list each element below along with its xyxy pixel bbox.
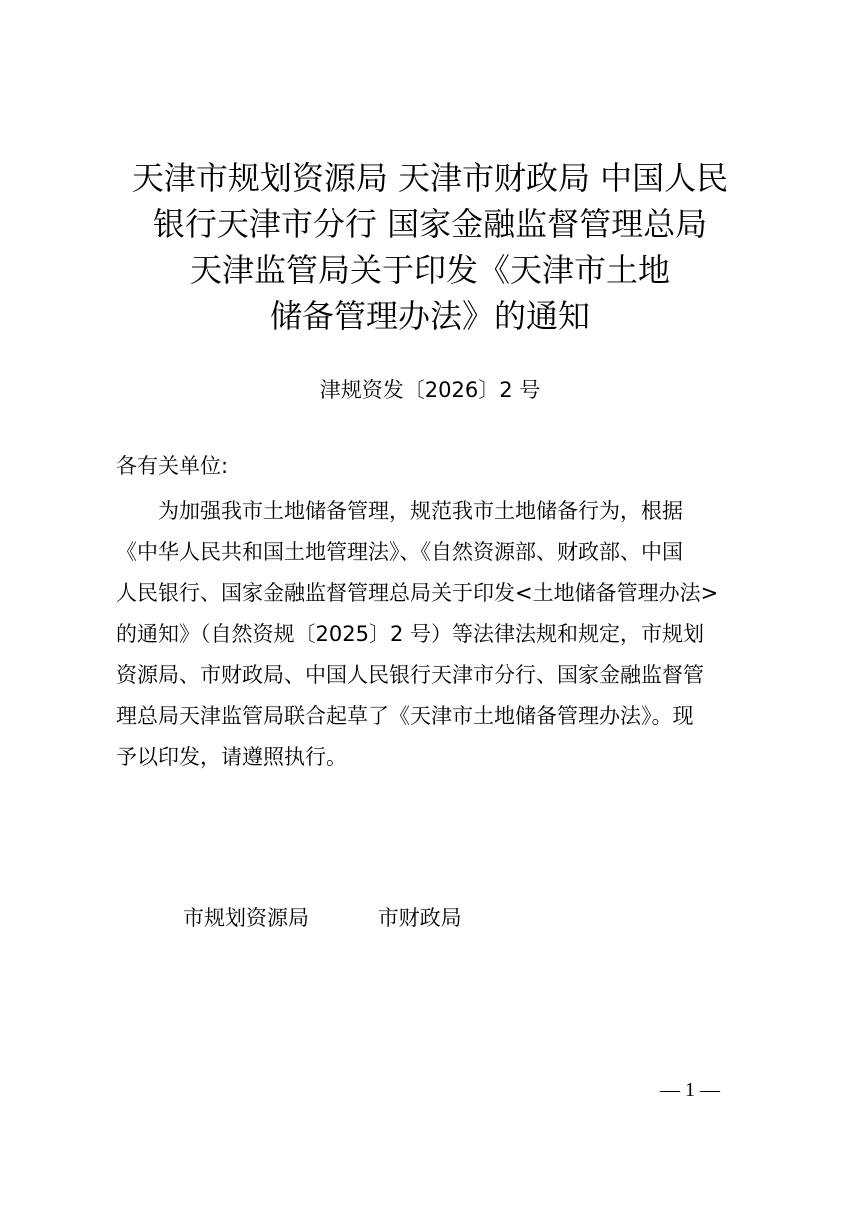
title-line: 天津监管局关于印发《天津市土地 xyxy=(189,251,670,289)
body-line: 资源局、市财政局、中国人民银行天津市分行、国家金融监督管 xyxy=(116,663,704,687)
signature-finance-bureau: 市财政局 xyxy=(377,906,462,930)
body-line: 的通知》（自然资规〔2025〕2 号）等法律法规和规定，市规划 xyxy=(116,622,704,646)
body-line: 人民银行、国家金融监督管理总局关于印发<土地储备管理办法> xyxy=(116,581,719,605)
document-title xyxy=(60,155,800,339)
body-line: 理总局天津监管局联合起草了《天津市土地储备管理办法》。现 xyxy=(116,704,694,728)
document-number: 津规资发〔2026〕2 号 xyxy=(319,378,541,402)
page-number: — 1 — xyxy=(660,1079,720,1101)
signature-planning-bureau: 市规划资源局 xyxy=(183,906,309,930)
title-line: 天津市规划资源局 天津市财政局 中国人民 xyxy=(131,159,729,197)
body-line: 予以印发，请遵照执行。 xyxy=(116,745,347,769)
title-line: 储备管理办法》的通知 xyxy=(269,297,590,335)
signature-block xyxy=(183,902,462,934)
salutation: 各有关单位: xyxy=(116,454,229,478)
title-line: 银行天津市分行 国家金融监督管理总局 xyxy=(152,205,708,243)
body-line: 《中华人民共和国土地管理法》、《自然资源部、财政部、中国 xyxy=(116,540,683,564)
body-line: 为加强我市土地储备管理，规范我市土地储备行为，根据 xyxy=(158,499,683,523)
body-text xyxy=(116,491,756,778)
